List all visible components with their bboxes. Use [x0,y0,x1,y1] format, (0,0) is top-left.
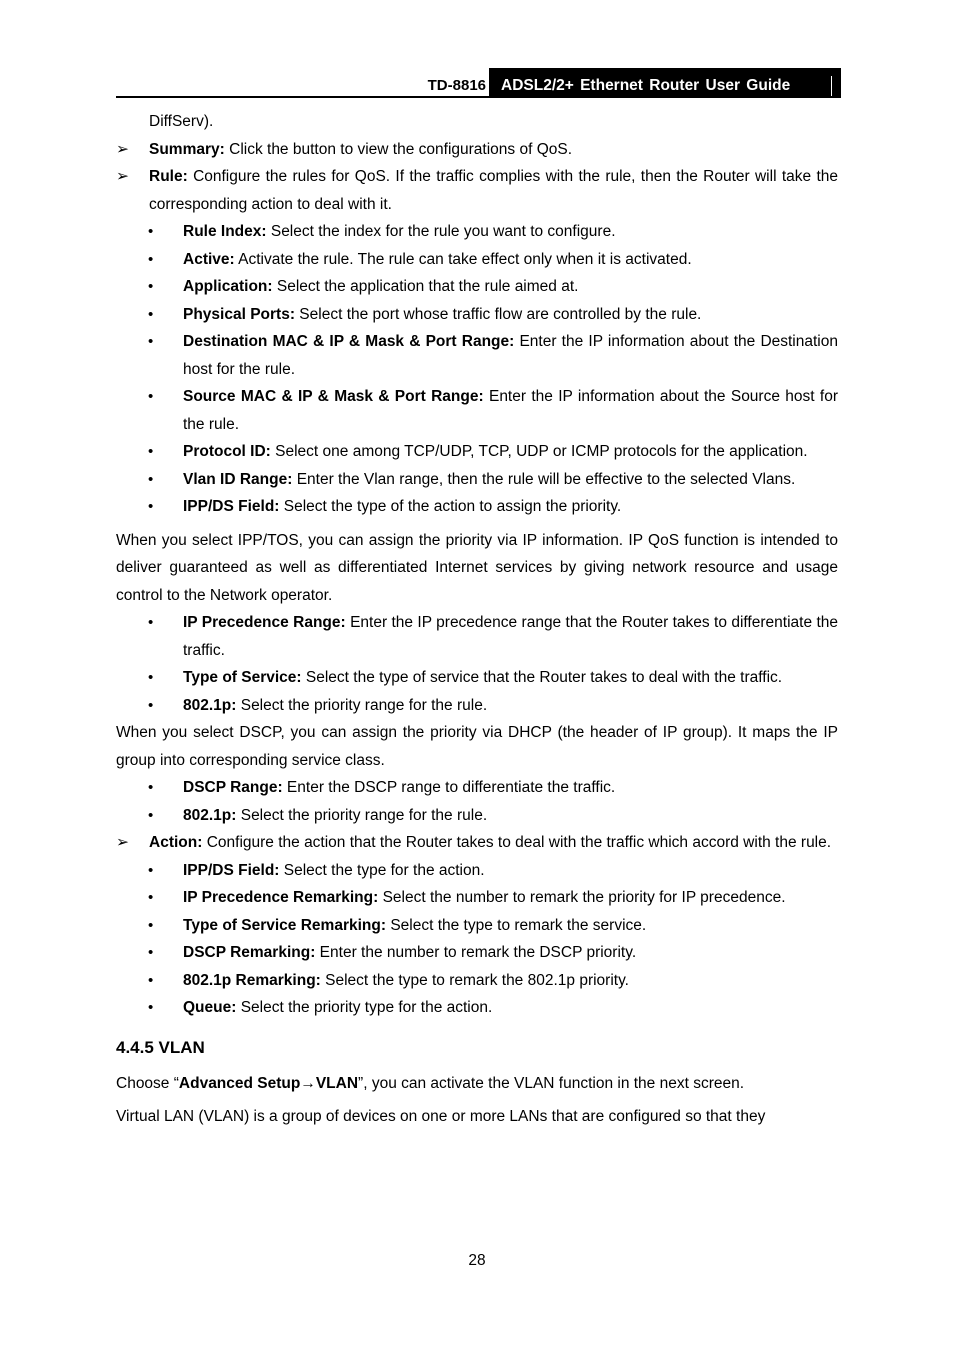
bullet-icon: • [148,614,154,631]
bullet-icon: • [148,278,154,295]
header-rule [116,96,841,98]
bullet-icon: • [148,999,154,1016]
guide-title-box [489,68,841,96]
list-item: • Physical Ports: Select the port whose traffic flow are controlled by the rule. [116,301,838,329]
list-item: • DSCP Range: Enter the DSCP range to differentiate the traffic. [116,774,838,802]
ipp-paragraph: When you select IPP/TOS, you can assign the priority via IP information. IP QoS function is intended to deliver guaranteed as well as differentiated Internet services by giving network resource and usage control to the Network operator. [116,531,838,604]
bullet-icon: • [148,250,154,268]
dscp-paragraph: When you select DSCP, you can assign the priority via DHCP (the header of IP group). It maps the IP group into corresponding service class. [116,724,838,769]
dscp-items-list [116,774,838,829]
list-item: • Source MAC & IP & Mask & Port Range: Enter the IP information about the Source host for the rule. [116,383,838,438]
section-heading: 4.4.5 VLAN [116,1037,205,1057]
choose-paragraph: Choose “Advanced Setup→VLAN”, you can activate the VLAN function in the next screen. [116,1074,745,1092]
bullet-icon: • [148,861,154,879]
action-items-list [116,857,838,1022]
bullet-icon: • [148,916,154,934]
bullet-icon: • [148,223,154,240]
list-item: • IPP/DS Field: Select the type for the action. [116,857,838,885]
list-item: • Destination MAC & IP & Mask & Port Range: Enter the IP information about the Destination host for the rule. [116,328,838,383]
bullet-icon: • [148,669,154,686]
list-item: • Type of Service Remarking: Select the type to remark the service. [116,912,838,940]
bullet-icon: • [148,388,154,405]
list-item: • IP Precedence Remarking: Select the number to remark the priority for IP precedence. [116,884,838,912]
bullet-icon: • [148,305,154,323]
list-item: • 802.1p: Select the priority range for the rule. [116,802,838,830]
page-number: 28 [468,1252,486,1269]
arrow-bullet-icon: ➢ [116,168,129,185]
list-item: • 802.1p Remarking: Select the type to remark the 802.1p priority. [116,967,838,995]
page-content [116,108,838,1131]
list-item: • Rule Index: Select the index for the rule you want to configure. [116,218,838,246]
vlan-paragraph: Virtual LAN (VLAN) is a group of devices on one or more LANs that are configured so that they [116,1108,766,1125]
list-item: • Vlan ID Range: Enter the Vlan range, then the rule will be effective to the selected Vlans. [116,466,838,494]
action-item: ➢ Action: Configure the action that the Router takes to deal with the traffic which accord with the rule. [116,829,838,857]
bullet-icon: • [148,889,154,906]
guide-title: ADSL2/2+ Ethernet Router User Guide [501,77,791,94]
ipp-items-list [116,609,838,719]
arrow-bullet-icon: ➢ [116,834,129,851]
bullet-icon: • [148,779,154,796]
bullet-icon: • [148,944,154,961]
list-item: • IPP/DS Field: Select the type of the action to assign the priority. [116,493,838,521]
rule-item: ➢ Rule: Configure the rules for QoS. If the traffic complies with the rule, then the Router will take the corresponding action to deal with it. [116,163,838,218]
list-item: • DSCP Remarking: Enter the number to remark the DSCP priority. [116,939,838,967]
bullet-icon: • [148,470,154,488]
list-item: • Active: Activate the rule. The rule can take effect only when it is activated. [116,246,838,274]
list-item: • IP Precedence Range: Enter the IP precedence range that the Router takes to differentiate the traffic. [116,609,838,664]
bullet-icon: • [148,806,154,824]
rule-items-list [116,218,838,521]
list-item: • Type of Service: Select the type of service that the Router takes to deal with the traffic. [116,664,838,692]
list-item: • 802.1p: Select the priority range for the rule. [116,692,838,720]
model-name: TD-8816 [427,77,486,94]
bullet-icon: • [148,333,154,350]
list-item: • Queue: Select the priority type for the action. [116,994,838,1022]
summary-item: ➢ Summary: Click the button to view the configurations of QoS. [116,136,838,164]
bullet-icon: • [148,498,154,515]
bullet-icon: • [148,971,154,989]
arrow-bullet-icon: ➢ [116,140,129,158]
page-header [116,68,841,98]
bullet-icon: • [148,696,154,714]
list-item: • Application: Select the application that the rule aimed at. [116,273,838,301]
continued-text: DiffServ). [149,113,214,130]
bullet-icon: • [148,443,154,460]
list-item: • Protocol ID: Select one among TCP/UDP, TCP, UDP or ICMP protocols for the application. [116,438,838,466]
